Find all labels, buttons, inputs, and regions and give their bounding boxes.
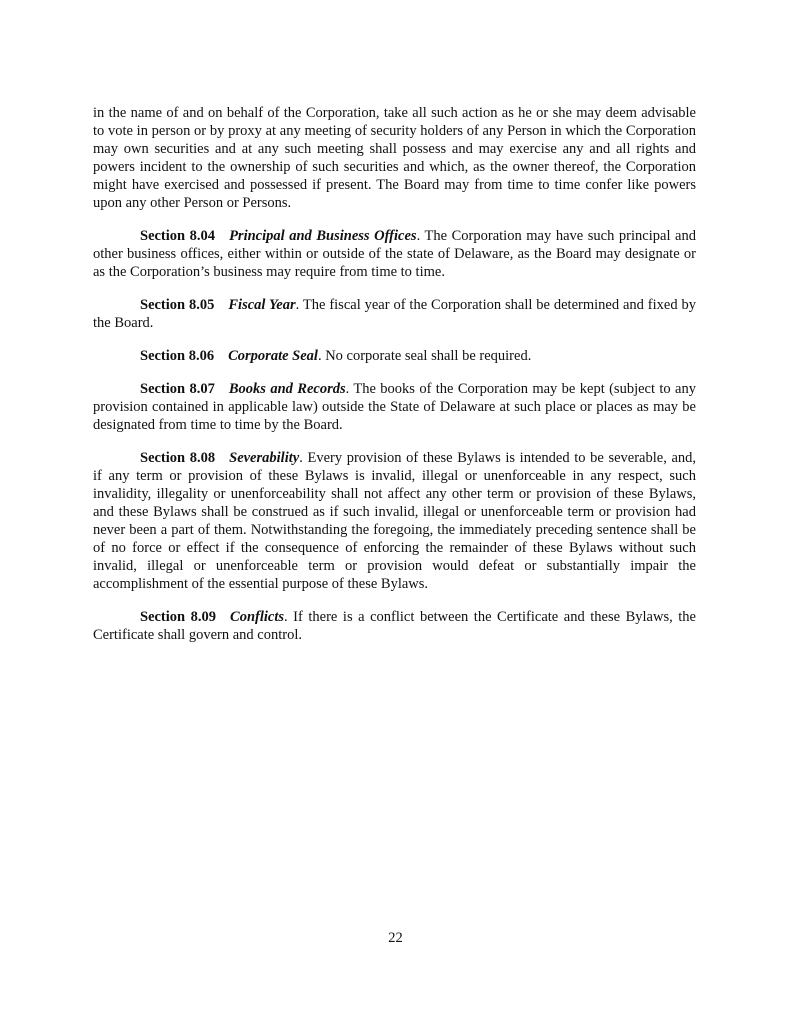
section-number: Section 8.07 [140, 381, 215, 397]
section-number: Section 8.06 [140, 348, 215, 364]
section-body: . The books of the Corporation may be kept (subject to any provision contained in applicable law) outside the State of Delaware at such place or places as may be designated from time to time by the Board. [93, 381, 696, 433]
section-body: . If there is a conflict between the Certificate and these Bylaws, the Certificate shall govern and control. [93, 609, 696, 643]
section-number: Section 8.08 [140, 450, 216, 466]
section-8-07 [93, 380, 696, 434]
section-8-08 [93, 449, 696, 593]
section-title: Severability [229, 450, 300, 466]
section-number: Section 8.05 [140, 297, 215, 313]
section-8-06 [93, 347, 696, 365]
section-body: . Every provision of these Bylaws is intended to be severable, and, if any term or provision of these Bylaws is invalid, illegal or unenforceable in any respect, such invalidity, illegality or unenforceability shall not affect any other term or provision of these Bylaws, and these Bylaws shall be construed as if such invalid, illegal or unenforceable term or provision had never been a part of them. Notwithstanding the foregoing, the immediately preceding sentence shall be of no force or effect if the consequence of enforcing the remainder of these Bylaws without such invalid, illegal or unenforceable term or provision would defeat or substantially impair the accomplishment of the essential purpose of these Bylaws. [93, 450, 697, 592]
section-number: Section 8.09 [140, 609, 217, 625]
section-body: . No corporate seal shall be required. [317, 348, 532, 364]
section-title: Corporate Seal [228, 348, 318, 364]
continuation-paragraph: in the name of and on behalf of the Corporation, take all such action as he or she may deem advisable to vote in person or by proxy at any meeting of security holders of any Person in which the Corporation may own securities and at any such meeting shall possess and may exercise any and all rights and powers incident to the ownership of such securities and which, as the owner thereof, the Corporation might have exercised and possessed if present. The Board may from time to time confer like powers upon any other Person or Persons. [93, 105, 696, 211]
section-number: Section 8.04 [140, 228, 216, 244]
section-8-04 [93, 227, 696, 281]
section-8-09 [93, 608, 696, 644]
section-8-05 [93, 296, 696, 332]
section-title: Books and Records [228, 381, 346, 397]
section-title: Principal and Business Offices [229, 228, 417, 244]
section-body: . The Corporation may have such principal and other business offices, either within or outside of the state of Delaware, as the Board may designate or as the Corporation’s business may require from time to time. [93, 228, 696, 280]
section-title: Fiscal Year [228, 297, 296, 313]
document-body [93, 104, 696, 659]
page-number: 22 [388, 930, 403, 946]
section-body: . The fiscal year of the Corporation shall be determined and fixed by the Board. [93, 297, 696, 331]
section-title: Conflicts [230, 609, 285, 625]
